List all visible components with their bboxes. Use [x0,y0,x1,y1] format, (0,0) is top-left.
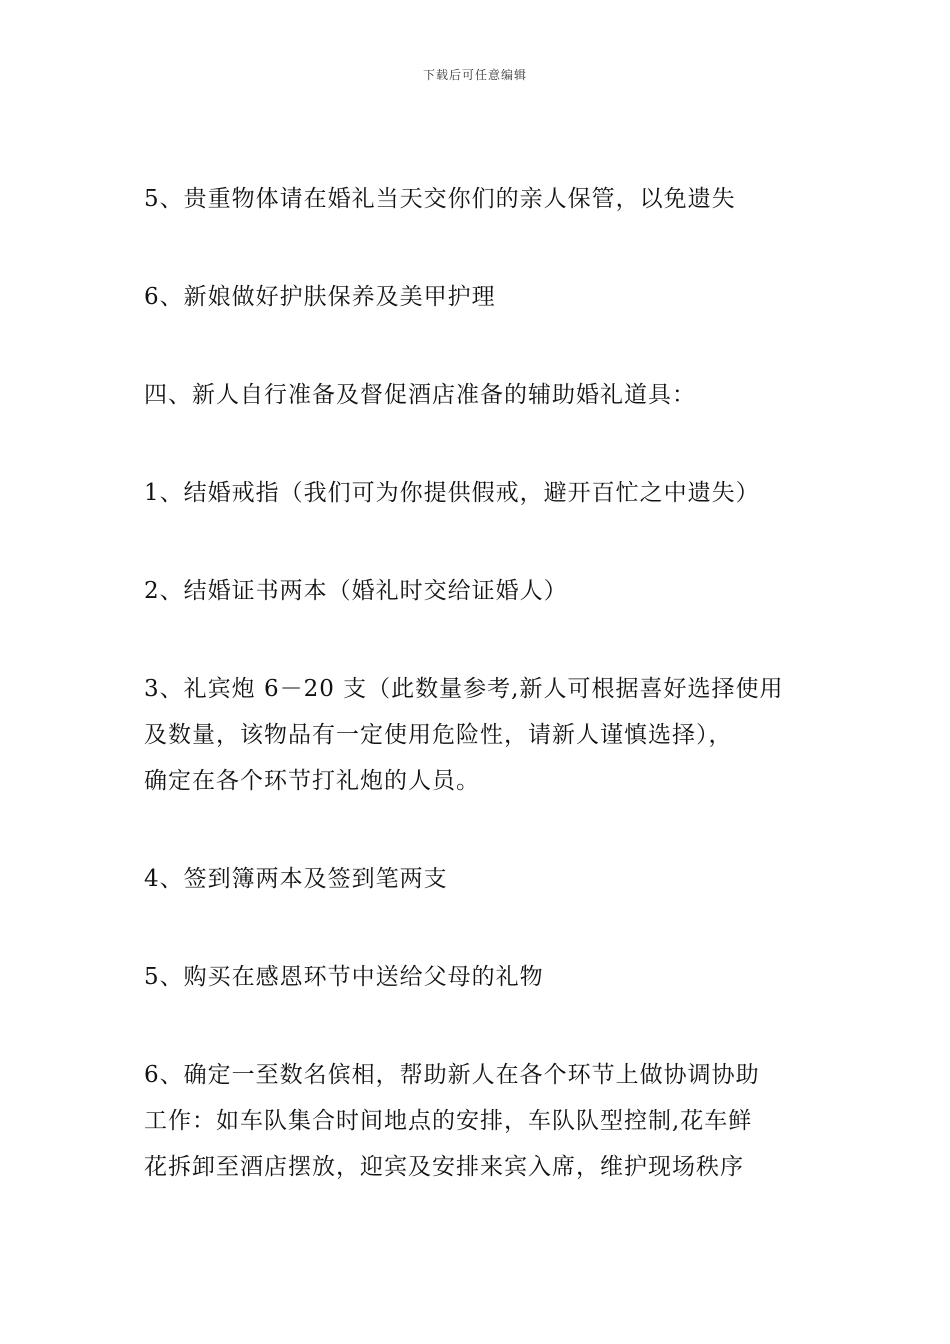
paragraph-item-4-guestbook [144,856,812,902]
paragraph-line: 花拆卸至酒店摆放，迎宾及安排来宾入席，维护现场秩序 [144,1154,744,1180]
paragraph-line: 6、确定一至数名傧相，帮助新人在各个环节上做协调协助 [144,1062,760,1088]
paragraph-line: 5、贵重物体请在婚礼当天交你们的亲人保管，以免遗失 [144,186,736,212]
paragraph-item-6-attendants [144,1052,812,1190]
paragraph-line: 确定在各个环节打礼炮的人员。 [144,768,480,794]
paragraph-line: 2、结婚证书两本（婚礼时交给证婚人） [144,578,568,604]
paragraph-line: 6、新娘做好护肤保养及美甲护理 [144,284,496,310]
document-body [144,176,812,1190]
paragraph-line: 1、结婚戒指（我们可为你提供假戒，避开百忙之中遗失） [144,480,760,506]
section-heading-four [144,372,812,418]
paragraph-line: 4、签到簿两本及签到笔两支 [144,866,448,892]
paragraph-item-2-certificates [144,568,812,614]
section-heading-line: 四、新人自行准备及督促酒店准备的辅助婚礼道具： [144,382,696,408]
paragraph-item-3-salute-cannons [144,666,812,804]
paragraph-item-6-skincare [144,274,812,320]
page-header: 下载后可任意编辑 [422,68,527,82]
paragraph-line: 工作：如车队集合时间地点的安排，车队队型控制,花车鲜 [144,1108,753,1134]
paragraph-item-5-gifts [144,954,812,1000]
paragraph-line: 3、礼宾炮 6－20 支（此数量参考,新人可根据喜好选择使用 [144,676,784,702]
paragraph-item-5-valuables [144,176,812,222]
paragraph-item-1-rings [144,470,812,516]
paragraph-line: 及数量，该物品有一定使用危险性，请新人谨慎选择）， [144,722,733,748]
paragraph-line: 5、购买在感恩环节中送给父母的礼物 [144,964,544,990]
